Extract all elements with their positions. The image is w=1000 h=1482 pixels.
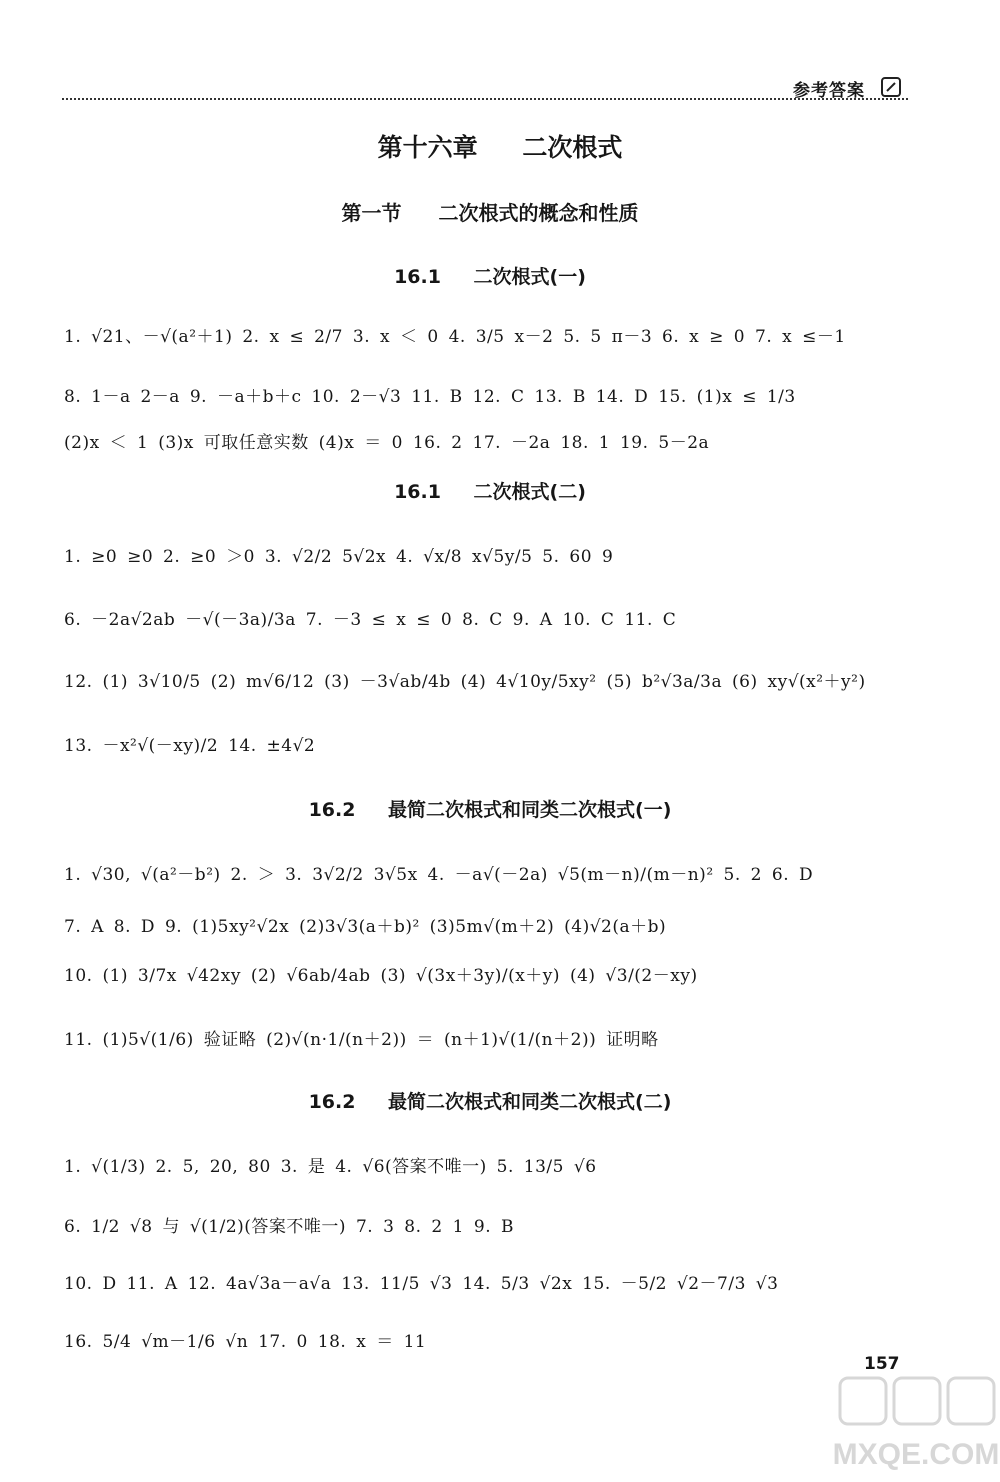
answer-line: 6. －2a√2ab －√(－3a)/3a 7. －3 ≤ x ≤ 0 8. C 9. A 10. C 11. C xyxy=(64,610,677,630)
answer-line: 8. 1－a 2－a 9. －a＋b＋c 10. 2－√3 11. B 12. C 13. B 14. D 15. (1)x ≤ 1/3 xyxy=(64,387,796,407)
answer-line: (2)x ＜ 1 (3)x 可取任意实数 (4)x ＝ 0 16. 2 17. －2a 18. 1 19. 5－2a xyxy=(64,433,710,453)
answer-line: 10. D 11. A 12. 4a√3a－a√a 13. 11/5 √3 14. 5/3 √2x 15. －5/2 √2－7/3 √3 xyxy=(64,1274,779,1294)
header-divider xyxy=(62,98,908,100)
header-label: 参考答案 xyxy=(793,81,865,101)
subsection-title-16-1-a: 16.1 二次根式(一) xyxy=(394,266,586,288)
pencil-box-icon xyxy=(880,76,902,98)
section-title: 第一节 二次根式的概念和性质 xyxy=(341,201,639,225)
subsection-title-16-1-b: 16.1 二次根式(二) xyxy=(394,481,586,503)
answer-line: 7. A 8. D 9. (1)5xy²√2x (2)3√3(a＋b)² (3)5m√(m＋2) (4)√2(a＋b) xyxy=(64,917,667,937)
subsection-title-16-2-a: 16.2 最简二次根式和同类二次根式(一) xyxy=(308,799,672,821)
subsection-title-16-2-b: 16.2 最简二次根式和同类二次根式(二) xyxy=(308,1091,672,1113)
chapter-title: 第十六章 二次根式 xyxy=(377,133,623,162)
answer-line: 1. ≥0 ≥0 2. ≥0 ＞0 3. √2/2 5√2x 4. √x/8 x√5y/5 5. 60 9 xyxy=(64,547,614,567)
answer-line: 10. (1) 3/7x √42xy (2) √6ab/4ab (3) √(3x＋3y)/(x＋y) (4) √3/(2－xy) xyxy=(64,966,698,986)
watermark-text: MXQE.COM xyxy=(832,1438,1000,1471)
answer-line: 12. (1) 3√10/5 (2) m√6/12 (3) －3√ab/4b (4) 4√10y/5xy² (5) b²√3a/3a (6) xy√(x²＋y²) xyxy=(64,672,866,692)
page-number: 157 xyxy=(864,1354,900,1374)
answer-line: 13. －x²√(－xy)/2 14. ±4√2 xyxy=(64,736,316,756)
answer-line: 11. (1)5√(1/6) 验证略 (2)√(n·1/(n＋2)) ＝ (n＋1)√(1/(n＋2)) 证明略 xyxy=(64,1030,659,1050)
answer-line: 1. √30, √(a²－b²) 2. ＞ 3. 3√2/2 3√5x 4. －a√(－2a) √5(m－n)/(m－n)² 5. 2 6. D xyxy=(64,865,814,885)
answer-line: 6. 1/2 √8 与 √(1/2)(答案不唯一) 7. 3 8. 2 1 9. B xyxy=(64,1217,514,1237)
answer-line: 16. 5/4 √m－1/6 √n 17. 0 18. x ＝ 11 xyxy=(64,1332,427,1352)
watermark-logo xyxy=(832,1364,1000,1482)
answer-line: 1. √21、－√(a²＋1) 2. x ≤ 2/7 3. x ＜ 0 4. 3/5 x－2 5. 5 π－3 6. x ≥ 0 7. x ≤－1 xyxy=(64,327,846,347)
answer-line: 1. √(1/3) 2. 5, 20, 80 3. 是 4. √6(答案不唯一) 5. 13/5 √6 xyxy=(64,1157,597,1177)
